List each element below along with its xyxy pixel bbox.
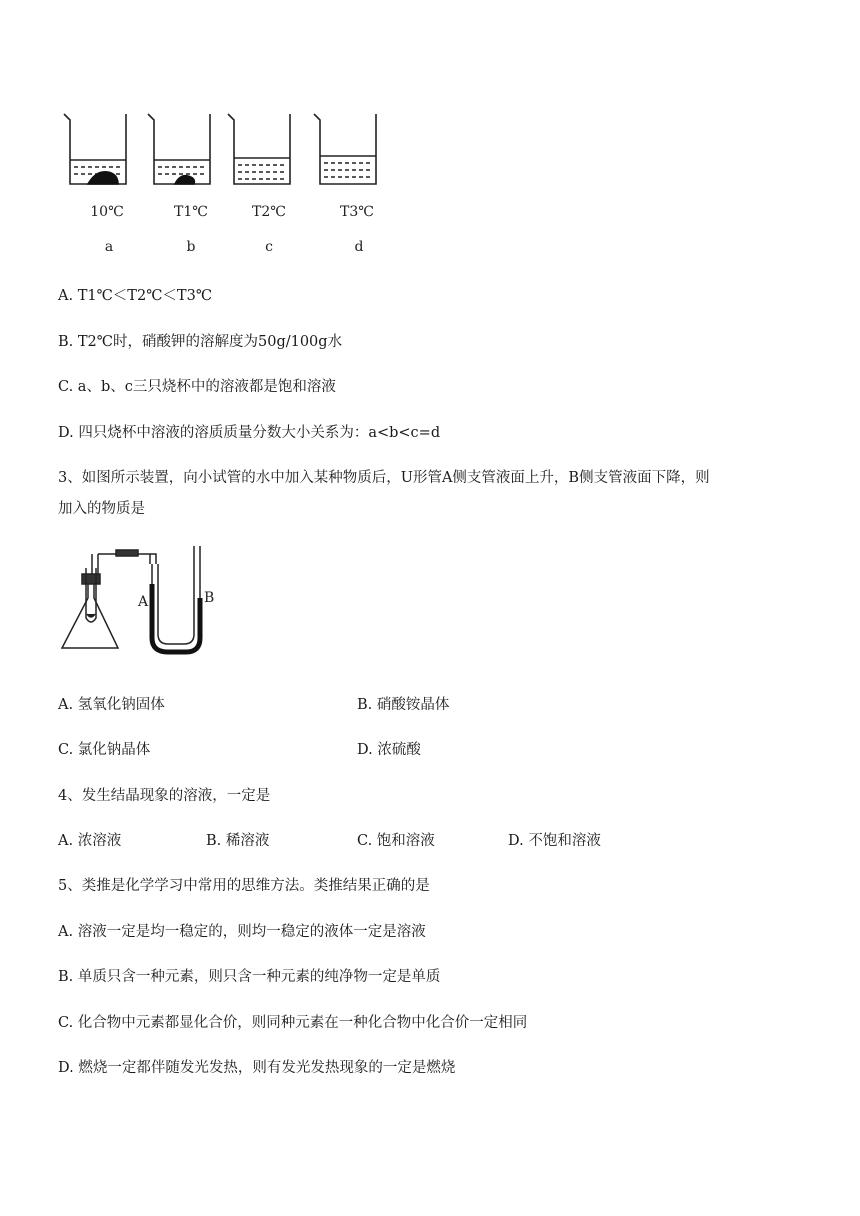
beaker-temp-b: T1℃ <box>174 204 208 220</box>
beaker-temp-d: T3℃ <box>340 204 374 220</box>
q3-option-d: D. 浓硫酸 <box>357 742 421 758</box>
q5-option-a: A. 溶液一定是均一稳定的，则均一稳定的液体一定是溶液 <box>58 924 426 940</box>
q3-stem-line2: 加入的物质是 <box>58 501 145 517</box>
q5-stem: 5、类推是化学学习中常用的思维方法。类推结果正确的是 <box>58 878 430 894</box>
u-tube-label-b: B <box>204 590 215 606</box>
q2-option-d: D. 四只烧杯中溶液的溶质质量分数大小关系为：a<b<c=d <box>58 425 441 441</box>
q3-option-a: A. 氢氧化钠固体 <box>58 697 165 713</box>
apparatus-figure <box>58 540 223 658</box>
q4-option-d: D. 不饱和溶液 <box>508 833 601 849</box>
q4-option-c: C. 饱和溶液 <box>357 833 435 849</box>
q2-option-c: C. a、b、c三只烧杯中的溶液都是饱和溶液 <box>58 379 336 395</box>
q3-option-c: C. 氯化钠晶体 <box>58 742 151 758</box>
beaker-letter-a: a <box>104 239 114 255</box>
beakers-figure <box>58 108 398 258</box>
q2-option-a: A. T1℃＜T2℃＜T3℃ <box>58 288 213 304</box>
beaker-temp-c: T2℃ <box>252 204 286 220</box>
q3-option-b: B. 硝酸铵晶体 <box>357 697 450 713</box>
q5-option-b: B. 单质只含一种元素，则只含一种元素的纯净物一定是单质 <box>58 969 441 985</box>
q5-option-d: D. 燃烧一定都伴随发光发热，则有发光发热现象的一定是燃烧 <box>58 1060 456 1076</box>
beaker-letter-b: b <box>186 239 196 255</box>
q3-stem-line1: 3、如图所示装置，向小试管的水中加入某种物质后，U形管A侧支管液面上升，B侧支管液面下降，则 <box>58 470 710 486</box>
beaker-d <box>314 114 376 184</box>
q4-stem: 4、发生结晶现象的溶液，一定是 <box>58 788 271 804</box>
q5-option-c: C. 化合物中元素都显化合价，则同种元素在一种化合物中化合价一定相同 <box>58 1015 528 1031</box>
q2-option-b: B. T2℃时，硝酸钾的溶解度为50g/100g水 <box>58 334 343 350</box>
beaker-temp-a: 10℃ <box>90 204 124 220</box>
beaker-c <box>228 114 290 184</box>
beaker-letter-d: d <box>354 239 364 255</box>
beaker-a <box>64 114 126 184</box>
beaker-b <box>148 114 210 184</box>
q4-option-a: A. 浓溶液 <box>58 833 122 849</box>
u-tube-label-a: A <box>138 594 149 610</box>
beaker-letter-c: c <box>265 239 273 255</box>
q4-option-b: B. 稀溶液 <box>206 833 270 849</box>
